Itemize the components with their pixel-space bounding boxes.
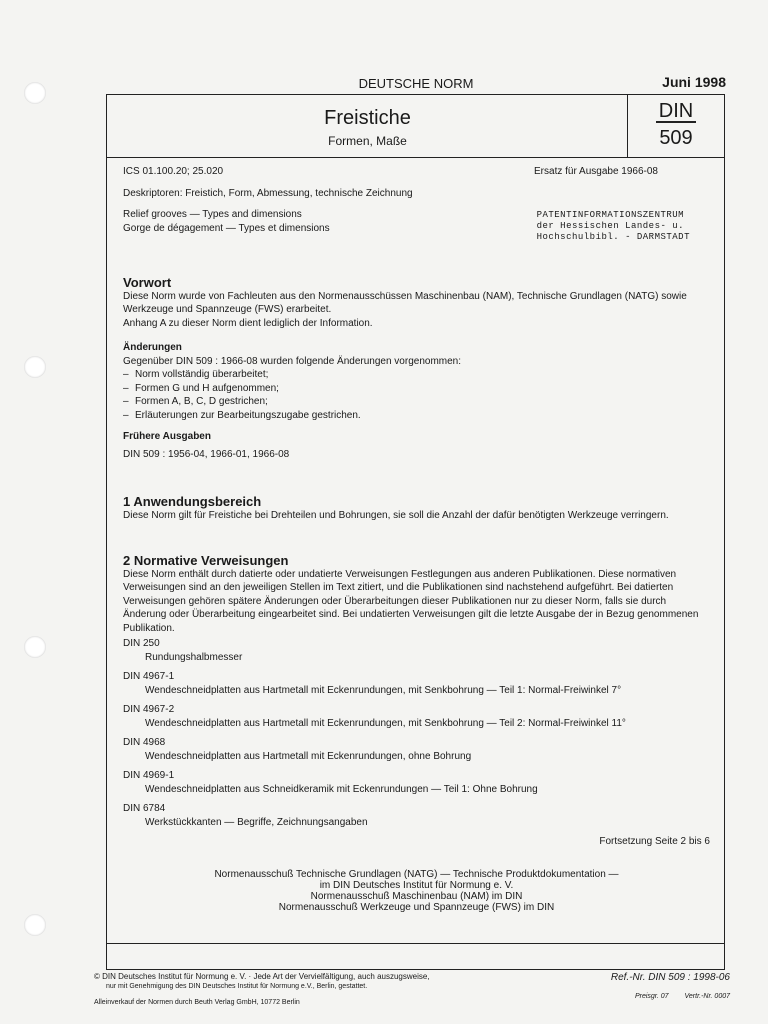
reference-item: [123, 802, 710, 829]
page-header: [106, 76, 726, 94]
section-2-heading: 2 Normative Verweisungen: [123, 553, 289, 568]
din-number-box: [627, 95, 724, 157]
meta-row: [123, 165, 710, 179]
reference-list: [123, 637, 710, 829]
document-body: [123, 163, 710, 913]
vorwort-heading: Vorwort: [123, 275, 172, 290]
aenderungen-list: [123, 368, 710, 422]
footer-divider: [107, 943, 724, 944]
norm-category: DEUTSCHE NORM: [358, 76, 474, 91]
punch-hole: [24, 356, 46, 378]
reference-item: [123, 703, 710, 730]
fruehere-heading: Frühere Ausgaben: [123, 431, 211, 442]
library-stamp: [537, 210, 690, 243]
committee-line: Normenausschuß Maschinenbau (NAM) im DIN: [310, 890, 523, 902]
title-row: [107, 95, 724, 158]
reference-code: DIN 250: [123, 638, 160, 649]
vorwort-annex-note: Anhang A zu dieser Norm dient lediglich der Information.: [123, 317, 373, 329]
title-box: [107, 95, 628, 157]
committee-block: [123, 869, 710, 913]
reference-title: Werkstückkanten — Begriffe, Zeichnungsangaben: [145, 816, 368, 828]
punch-hole: [24, 82, 46, 104]
section-1-heading: 1 Anwendungsbereich: [123, 494, 262, 509]
stamp-line: der Hessischen Landes- u.: [536, 221, 685, 231]
reference-code: DIN 4968: [123, 737, 166, 748]
reference-item: [123, 736, 710, 763]
copyright-line: nur mit Genehmigung des DIN Deutsches Institut für Normung e.V., Berlin, gestattet.: [106, 983, 368, 990]
price-info: [611, 992, 730, 1002]
list-item: – Norm vollständig überarbeitet;: [123, 368, 710, 382]
continuation-note: Fortsetzung Seite 2 bis 6: [599, 836, 710, 847]
stamp-line: Hochschulbibl. - DARMSTADT: [536, 232, 690, 242]
section-2-text: Diese Norm enthält durch datierte oder undatierte Verweisungen Festlegungen aus anderen Publikationen. Diese normativen Verweisungen sind an den jeweiligen Stellen im Text zitiert, und die Publikationen sind nachstehend aufgeführt. Bei datierten Verweisungen gehören spätere Änderungen oder Überarbeitungen dieser Publikationen nur zu dieser Norm, falls sie durch Änderung oder Überarbeitung eingearbeitet sind. Bei undatierten Verweisungen gilt die letzte Ausgabe der in Bezug genommenen Publikation.: [123, 568, 699, 634]
fruehere-text: DIN 509 : 1956-04, 1966-01, 1966-08: [123, 448, 290, 460]
reference-code: DIN 4967-2: [123, 704, 175, 715]
title-french: Gorge de dégagement — Types et dimensions: [123, 222, 330, 234]
aenderungen-heading: Änderungen: [123, 342, 182, 353]
footer-refs: [611, 972, 730, 1002]
descriptors: Deskriptoren: Freistich, Form, Abmessung, technische Zeichnung: [123, 187, 413, 199]
din-number: 509: [659, 127, 693, 149]
aenderungen-intro: Gegenüber DIN 509 : 1966-08 wurden folgende Änderungen vorgenommen:: [123, 355, 462, 367]
issue-date: Juni 1998: [662, 74, 726, 90]
reference-code: DIN 6784: [123, 803, 166, 814]
din-label: DIN: [656, 101, 696, 123]
price-group: Preisgr. 07: [634, 993, 669, 1000]
document-title: Freistiche: [324, 107, 411, 129]
title-english: Relief grooves — Types and dimensions: [123, 209, 302, 220]
reference-code: DIN 4969-1: [123, 770, 175, 781]
document-frame: [106, 94, 725, 970]
reference-title: Rundungshalbmesser: [145, 651, 243, 663]
reference-title: Wendeschneidplatten aus Schneidkeramik mit Eckenrundungen — Teil 1: Ohne Bohrung: [145, 783, 538, 795]
punch-hole: [24, 636, 46, 658]
reference-title: Wendeschneidplatten aus Hartmetall mit Eckenrundungen, mit Senkbohrung — Teil 1: Normal-Freiwinkel 7°: [145, 684, 622, 696]
list-item: – Erläuterungen zur Bearbeitungszugabe gestrichen.: [123, 409, 710, 423]
reference-code: DIN 4967-1: [123, 671, 175, 682]
reference-title: Wendeschneidplatten aus Hartmetall mit Eckenrundungen, mit Senkbohrung — Teil 2: Normal-Freiwinkel 11°: [145, 717, 626, 729]
distribution-number: Vertr.-Nr. 0007: [684, 993, 730, 1000]
section-1-text: Diese Norm gilt für Freistiche bei Drehteilen und Bohrungen, sie soll die Anzahl der dafür benötigten Werkzeuge verringern.: [123, 509, 669, 521]
reference-item: [123, 670, 710, 697]
list-item: – Formen G und H aufgenommen;: [123, 382, 710, 396]
replacement-note: Ersatz für Ausgabe 1966-08: [534, 166, 658, 177]
translations-row: [123, 208, 710, 243]
committee-line: Normenausschuß Werkzeuge und Spannzeuge (FWS) im DIN: [278, 901, 555, 913]
reference-number: Ref.-Nr. DIN 509 : 1998-06: [610, 972, 730, 983]
vorwort-text: Diese Norm wurde von Fachleuten aus den Normenausschüssen Maschinenbau (NAM), Technische Grundlagen (NATG) sowie Werkzeuge und Spannzeuge (FWS) erarbeitet.: [123, 290, 687, 315]
punch-hole: [24, 914, 46, 936]
committee-line: Normenausschuß Technische Grundlagen (NATG) — Technische Produktdokumentation —: [214, 868, 619, 880]
page-footer: [94, 972, 730, 1008]
stamp-line: PATENTINFORMATIONSZENTRUM: [536, 210, 685, 220]
document-subtitle: Formen, Maße: [328, 134, 407, 148]
sales-note: Alleinverkauf der Normen durch Beuth Verlag GmbH, 10772 Berlin: [94, 999, 300, 1006]
reference-item: [123, 637, 710, 664]
ics-code: ICS 01.100.20; 25.020: [123, 166, 224, 177]
list-item: – Formen A, B, C, D gestrichen;: [123, 395, 710, 409]
copyright-line: © DIN Deutsches Institut für Normung e. V. · Jede Art der Vervielfältigung, auch auszugsweise,: [94, 972, 430, 981]
reference-item: [123, 769, 710, 796]
committee-line: im DIN Deutsches Institut für Normung e. V.: [319, 879, 514, 891]
reference-title: Wendeschneidplatten aus Hartmetall mit Eckenrundungen, ohne Bohrung: [145, 750, 472, 762]
